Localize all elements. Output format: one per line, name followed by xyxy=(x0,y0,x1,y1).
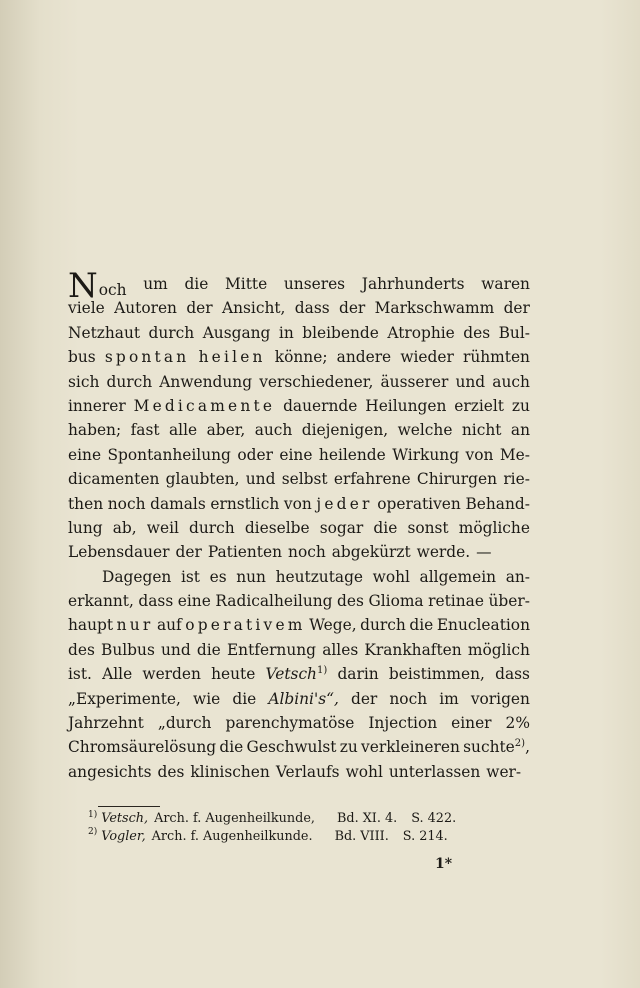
word: der xyxy=(338,299,366,318)
word: heilen xyxy=(198,348,266,367)
footnote-volume: Bd. XI. 4. xyxy=(336,811,398,826)
word: ist. xyxy=(68,665,92,684)
word: Me- xyxy=(499,445,530,464)
word: Ansicht, xyxy=(221,299,286,318)
word: erkannt, xyxy=(68,592,134,611)
word: diejenigen, xyxy=(301,421,389,440)
word: ist xyxy=(180,567,200,586)
signature-mark: 1* xyxy=(435,856,453,872)
word: um xyxy=(143,275,168,293)
word: dicamenten xyxy=(68,470,160,489)
word: Jahrzehnt xyxy=(68,714,144,733)
word: dass xyxy=(495,665,530,684)
word: Medicamente xyxy=(133,396,276,415)
word: Chromsäurelösung xyxy=(68,738,217,757)
word: die xyxy=(232,689,257,708)
word: spontan xyxy=(104,348,190,367)
word: Krankhaften xyxy=(364,640,462,659)
word: noch xyxy=(107,494,146,513)
word: oder xyxy=(237,445,273,464)
word: Enucleation xyxy=(436,616,530,635)
text-line xyxy=(68,345,530,369)
word: im xyxy=(439,689,459,708)
word: Alle xyxy=(102,665,133,684)
word: 2% xyxy=(505,714,530,733)
word: rie- xyxy=(503,470,530,489)
word: nur xyxy=(116,616,154,635)
text-line xyxy=(68,735,530,759)
word: noch xyxy=(389,689,428,708)
word: haben; xyxy=(68,421,122,440)
word: einer xyxy=(451,714,492,733)
word: Verlaufs xyxy=(275,762,340,781)
word: Markschwamm xyxy=(374,299,495,318)
word: sogar xyxy=(319,518,364,537)
text-line xyxy=(68,467,530,491)
word: bus xyxy=(68,348,96,367)
word: weil xyxy=(146,518,179,537)
word: Behand- xyxy=(465,494,530,513)
word: wieder xyxy=(400,348,454,367)
word: die xyxy=(184,275,209,293)
word: Geschwulst xyxy=(246,738,337,757)
word: auch xyxy=(254,421,293,440)
text-line xyxy=(68,540,530,564)
word: sich xyxy=(68,372,100,391)
footnote-author: Vogler, xyxy=(101,828,146,844)
word: Atrophie xyxy=(387,323,455,342)
word: möglich xyxy=(467,640,530,659)
word: allgemein xyxy=(419,567,497,586)
paragraph-2 xyxy=(68,565,530,785)
text-line xyxy=(68,760,530,784)
word: Dagegen xyxy=(102,567,172,586)
word: „Experimente, xyxy=(68,689,181,708)
text-line xyxy=(68,492,530,516)
word: die xyxy=(219,738,244,757)
footnote-volume: Bd. VIII. xyxy=(334,828,389,844)
word: Vetsch$^{1)}$ xyxy=(265,665,328,684)
word: waren xyxy=(481,275,530,293)
word: wohl xyxy=(372,567,410,586)
word: des xyxy=(463,323,491,342)
word: Albini's“, xyxy=(268,689,339,708)
word: wer- xyxy=(486,762,522,781)
word: von xyxy=(465,445,494,464)
footnote-page: S. 214. xyxy=(402,828,448,844)
word: suchte$^{2)}$, xyxy=(463,738,530,757)
text-line xyxy=(68,638,530,662)
word: heilende xyxy=(318,445,386,464)
word: der xyxy=(503,299,530,318)
text-line xyxy=(68,516,530,540)
word: an xyxy=(510,421,530,440)
word: heute xyxy=(211,665,256,684)
word: wohl xyxy=(345,762,383,781)
word: Ausgang xyxy=(202,323,271,342)
word: lung xyxy=(68,518,103,537)
text-line xyxy=(68,418,530,442)
footnote-number: 1) xyxy=(88,809,98,820)
word: dieselbe xyxy=(244,518,310,537)
word: über- xyxy=(488,592,530,611)
drop-initial: N xyxy=(68,266,98,306)
text-line xyxy=(68,296,530,320)
word: sonst xyxy=(407,518,449,537)
word: durch xyxy=(189,518,235,537)
first-word xyxy=(68,266,127,306)
word: Wege, xyxy=(309,616,357,635)
word: könne; xyxy=(274,348,328,367)
word: eine xyxy=(279,445,313,464)
word: des xyxy=(337,592,364,611)
word: Injection xyxy=(368,714,438,733)
word: zu xyxy=(511,396,530,415)
word: die xyxy=(196,640,221,659)
word: retinae xyxy=(428,592,484,611)
word: und xyxy=(161,640,191,659)
word: Bulbus xyxy=(101,640,155,659)
word: beistimmen, xyxy=(388,665,485,684)
text-line xyxy=(68,662,530,686)
text-line xyxy=(68,321,530,345)
word: äusserer xyxy=(380,372,449,391)
word: zu xyxy=(339,738,358,757)
word: und xyxy=(245,470,276,489)
text-line xyxy=(68,613,530,637)
text-line xyxy=(68,687,530,711)
word: die xyxy=(409,616,434,635)
word: „durch xyxy=(157,714,212,733)
word: verschiedener, xyxy=(259,372,374,391)
word: ernstlich xyxy=(210,494,280,513)
word: unseres xyxy=(283,275,346,293)
word: werden xyxy=(142,665,201,684)
word: auf xyxy=(156,616,182,635)
word: unterlassen xyxy=(388,762,481,781)
word: des xyxy=(157,762,185,781)
word: von xyxy=(283,494,312,513)
word: Entfernung xyxy=(226,640,317,659)
footnote-rule xyxy=(98,806,160,807)
word: dass xyxy=(294,299,330,318)
text-line xyxy=(68,711,530,735)
word: Netzhaut xyxy=(68,323,141,342)
word: wie xyxy=(193,689,221,708)
word: bleibende xyxy=(302,323,379,342)
word: innerer xyxy=(68,396,126,415)
word: dass xyxy=(138,592,174,611)
word: durch xyxy=(148,323,195,342)
word: andere xyxy=(336,348,392,367)
word: die xyxy=(373,518,398,537)
word: welche xyxy=(397,421,453,440)
word: then xyxy=(68,494,104,513)
word: Heilungen xyxy=(365,396,447,415)
word: nicht xyxy=(461,421,502,440)
footnotes xyxy=(88,810,528,845)
word: Patienten xyxy=(207,543,283,562)
word: operativen xyxy=(377,494,461,513)
word: der xyxy=(186,299,213,318)
word: Radicalheilung xyxy=(215,592,333,611)
word: eine xyxy=(68,445,102,464)
footnote-page: S. 422. xyxy=(411,811,457,826)
text-line xyxy=(68,565,530,589)
word: — xyxy=(476,543,492,562)
word: darin xyxy=(337,665,379,684)
word: Spontanheilung xyxy=(107,445,231,464)
text-line xyxy=(68,370,530,394)
word: durch xyxy=(360,616,406,635)
word: alles xyxy=(322,640,359,659)
word: klinischen xyxy=(190,762,270,781)
word: haupt xyxy=(68,616,114,635)
footnote-2 xyxy=(88,828,528,846)
word: och xyxy=(98,281,127,299)
word: der xyxy=(175,543,202,562)
word: abgekürzt xyxy=(331,543,411,562)
word: Wirkung xyxy=(392,445,460,464)
word: der xyxy=(350,689,378,708)
word: Autoren xyxy=(114,299,177,318)
text-line xyxy=(68,394,530,418)
word: heutzutage xyxy=(275,567,364,586)
word: aber, xyxy=(206,421,246,440)
word: werde. xyxy=(416,543,471,562)
text-line xyxy=(68,443,530,467)
footnote-author: Vetsch, xyxy=(101,811,149,826)
word: alle xyxy=(169,421,198,440)
word: Chirurgen xyxy=(416,470,498,489)
word: ab, xyxy=(112,518,137,537)
word: Mitte xyxy=(225,275,268,293)
word: glaubten, xyxy=(165,470,240,489)
footnote-journal: Arch. f. Augenheilkunde, xyxy=(154,811,315,826)
word: in xyxy=(278,323,294,342)
word: Glioma xyxy=(368,592,424,611)
word: rühmten xyxy=(462,348,530,367)
word: und xyxy=(455,372,486,391)
word: des xyxy=(68,640,95,659)
word: es xyxy=(209,567,227,586)
word: jeder xyxy=(316,494,373,513)
word: auch xyxy=(492,372,530,391)
word: Lebensdauer xyxy=(68,543,170,562)
word: angesichts xyxy=(68,762,152,781)
word: parenchymatöse xyxy=(225,714,355,733)
word: Anwendung xyxy=(159,372,253,391)
word: damals xyxy=(150,494,206,513)
word: noch xyxy=(288,543,326,562)
word: an- xyxy=(505,567,530,586)
footnote-number: 2) xyxy=(88,827,98,838)
word: durch xyxy=(106,372,153,391)
footnote-1 xyxy=(88,810,528,828)
word: viele xyxy=(68,299,105,318)
text-line xyxy=(68,266,530,306)
paragraph-1 xyxy=(68,266,530,565)
word: operativem xyxy=(185,616,306,635)
word: erfahrene xyxy=(333,470,411,489)
word: dauernde xyxy=(283,396,358,415)
footnote-journal: Arch. f. Augenheilkunde. xyxy=(151,828,313,844)
word: fast xyxy=(130,421,160,440)
word: vorigen xyxy=(470,689,530,708)
word: selbst xyxy=(281,470,328,489)
body-text xyxy=(68,266,530,784)
word: mögliche xyxy=(458,518,530,537)
text-line xyxy=(68,589,530,613)
word: verkleineren xyxy=(361,738,460,757)
word: eine xyxy=(177,592,211,611)
word: erzielt xyxy=(454,396,504,415)
word: Jahrhunderts xyxy=(361,275,465,293)
word: Bul- xyxy=(498,323,530,342)
word: nun xyxy=(236,567,266,586)
